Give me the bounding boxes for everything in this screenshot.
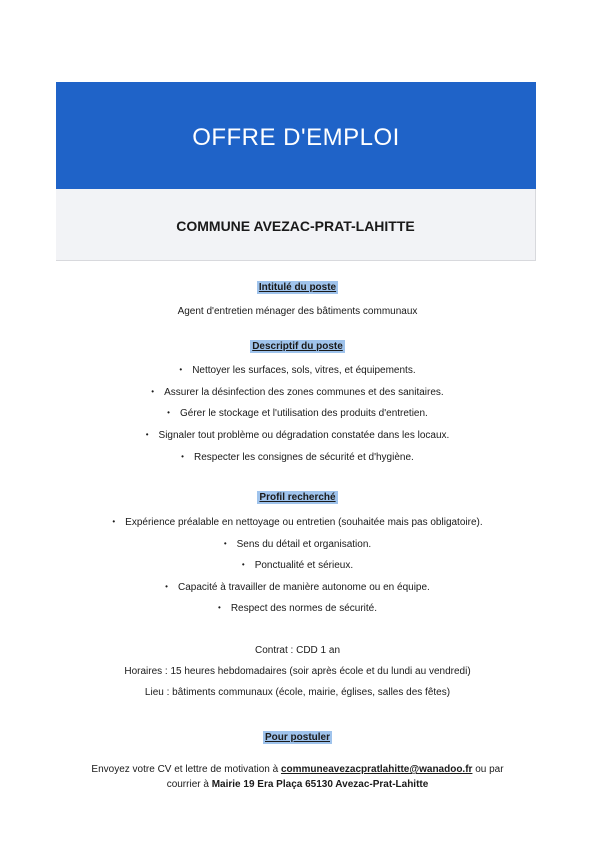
- profile-item: • Respect des normes de sécurité.: [0, 603, 595, 614]
- postal-address: Mairie 19 Era Plaça 65130 Avezac-Prat-Lahitte: [211, 779, 429, 790]
- task-item: • Nettoyer les surfaces, sols, vitres, et équipements.: [0, 365, 595, 376]
- commune-band: [56, 189, 536, 261]
- email-link[interactable]: communeavezacpratlahitte@wanadoo.fr: [280, 764, 473, 775]
- location-text: Lieu : bâtiments communaux (école, mairie, églises, salles des fêtes): [144, 687, 451, 698]
- apply-suffix: ou par: [472, 764, 504, 775]
- contract-text: Contrat : CDD 1 an: [254, 645, 341, 656]
- section-heading-postuler: [0, 727, 595, 745]
- task-item: • Respecter les consignes de sécurité et d'hygiène.: [0, 452, 595, 463]
- task-item: • Gérer le stockage et l'utilisation des produits d'entretien.: [0, 408, 595, 419]
- job-title-text: Agent d'entretien ménager des bâtiments communaux: [177, 306, 418, 317]
- page-title: OFFRE D'EMPLOI: [192, 123, 400, 151]
- header-band: [56, 82, 536, 189]
- section-heading-label: Descriptif du poste: [252, 341, 343, 352]
- profile-item: • Capacité à travailler de manière autonome ou en équipe.: [0, 582, 595, 593]
- apply-line-2: [0, 779, 595, 790]
- task-item: • Assurer la désinfection des zones communes et des sanitaires.: [0, 387, 595, 398]
- mail-prefix: courrier à: [166, 779, 212, 790]
- section-heading-intitule: [0, 277, 595, 295]
- apply-prefix: Envoyez votre CV et lettre de motivation à: [91, 764, 281, 775]
- section-heading-label: Profil recherché: [259, 492, 336, 503]
- commune-name: COMMUNE AVEZAC-PRAT-LAHITTE: [176, 217, 415, 234]
- section-heading-descriptif: [0, 336, 595, 354]
- section-heading-label: Intitulé du poste: [258, 282, 337, 293]
- profile-item: • Sens du détail et organisation.: [0, 539, 595, 550]
- profile-item: • Ponctualité et sérieux.: [0, 560, 595, 571]
- apply-line-1: [0, 764, 595, 775]
- section-heading-label: Pour postuler: [264, 732, 330, 743]
- hours-text: Horaires : 15 heures hebdomadaires (soir après école et du lundi au vendredi): [124, 666, 471, 677]
- section-heading-profil: [0, 487, 595, 505]
- task-item: • Signaler tout problème ou dégradation constatée dans les locaux.: [0, 430, 595, 441]
- profile-item: • Expérience préalable en nettoyage ou entretien (souhaitée mais pas obligatoire).: [0, 517, 595, 528]
